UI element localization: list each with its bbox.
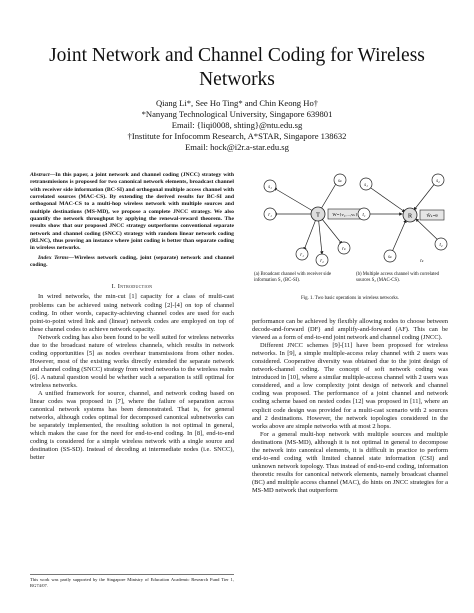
right-paragraph-1: performance can be achieved by flexibly allowing nodes to choose between decode-and-forward (DF) and amplify-and-forward (AF). This can be viewed as a form of end-to-end joint network and channel coding (JNCC).	[252, 318, 448, 342]
right-paragraph-3: For a general multi-hop network with multiple sources and multiple destinations (MS-MD), although it is not optimal in general to decompose the network into canonical elements, it is difficult in practice to perform end-to-end coding with limited channel state information (CSI) and unknown network topology. Thus instead of end-to-end coding, information theoretic results for canonical network elements, namely broadcast channel (BC) and multiple access channel (MAC), do hints on JNCC strategies for a MS-MD network that outperform	[252, 430, 448, 494]
index-terms	[30, 255, 234, 270]
author-block	[20, 98, 454, 153]
node-label: rₖ	[342, 247, 346, 252]
right-paragraph-2: Different JNCC schemes [9]-[11] have been proposed for wireless networks. In [9], a simple multiple-access relay channel with 2 users was considered. Cooperative diversity was obtained due to the joint design of network-channel coding. The concept of soft network coding was introduced in [10], where a similar multiple-access channel with 2 users was considered, and a low complexity joint design of network and channel coding was proposed. The performance of a joint channel and network coding scheme based on nested codes [12] was proposed in [11], where an explicit code design was provided for a multi-cast scenario with 2 sources and 2 destinations. However, the network topologies considered in the works above are simple networks with at most 2 hops.	[252, 342, 448, 430]
paper-title: Joint Network and Channel Coding for Wireless Networks	[49, 45, 425, 90]
bc-si-diagram	[264, 174, 362, 266]
message-box-label: W={v₁,...,vₖ}	[332, 212, 358, 217]
email-2: Email: hock@i2r.a-star.edu.sg	[185, 142, 289, 152]
mac-cs-diagram	[358, 174, 447, 264]
node-label: t₂	[439, 243, 443, 248]
node-label: r₁	[300, 253, 304, 258]
node-label: sₖ	[388, 255, 392, 260]
affiliation-1: *Nanyang Technological University, Singapore 639801	[141, 109, 333, 119]
abstract-text: —In this paper, a joint network and channel coding (JNCC) strategy with retransmissions is proposed for two canonical network elements, broadcast channel with receiver side information (BC-SI) and orthogonal multiple access channel with correlated sources (MAC-CS). By extending the derived results for BC-SI and orthogonal MAC-CS to a multi-hop wireless network with multiple sources and multiple destinations (MS-MD), we propose a complete JNCC strategy. We also quantify the network throughput by applying the renewal-reward theorem. The results show that our proposed JNCC strategy outperforms conventional separate network and channel coding (SNCC) strategy with random linear network coding (RLNC), thus proving an instance where joint coding is better than separate coding in wireless networks.	[30, 172, 234, 252]
affiliation-2: †Institute for Infocomm Research, A*STAR, Singapore 138632	[127, 131, 347, 141]
right-body	[252, 318, 448, 495]
section-heading: I. Introduction	[111, 283, 153, 291]
node-label: tₖ	[420, 259, 424, 264]
intro-paragraph-3: A unified framework for source, channel, and network coding based on linear codes was proposed in [7], where the failure of separation across canonical network systems has been demonstrated. That is, for general networks, although codes optimal for decomposed canonical subnetworks can be separately implemented, the resulting solution is not optimal in general, which makes the case for the need for end-to-end coding. In [8], end-to-end coding is considered for a simple wireless network with a single source and destination (SS-SD). Instead of decoding at intermediate nodes (i.e. SNCC), better	[30, 390, 234, 462]
node-label: sₖ	[338, 179, 342, 184]
subcaption-a: (a) Broadcast channel with receiver side information S₁ (BC-SI).	[254, 272, 332, 283]
intro-paragraph-2: Network coding has also been found to be well suited for wireless networks due to the broadcast nature of wireless channels, which results in network coding opportunities [5] as nodes overhear transmissions from other nodes. However, most of the existing works directly extended the separate network and channel coding (SNCC) strategy from wired networks to the wireless realm [6]. A natural question would be whether such a separation is still optimal for wireless networks.	[30, 333, 234, 389]
left-column	[30, 172, 234, 462]
estimate-box-label: Ŵₖ=θ	[426, 213, 438, 218]
node-label: s₂	[436, 179, 440, 184]
receiver-label: R	[407, 212, 413, 220]
author-names: Qiang Li*, See Ho Ting* and Chin Keong Ho†	[155, 98, 319, 108]
abstract-label: Abstract	[30, 172, 50, 178]
index-terms-label: Index Terms	[38, 254, 69, 261]
figure-1	[252, 172, 448, 300]
node-label: s₁	[268, 185, 272, 190]
subcaption-b: (b) Multiple access channel with correlated sources S₂ (MAC-CS).	[356, 272, 439, 283]
node-label: r₂	[320, 259, 324, 264]
figure-caption: Fig. 1. Two basic operations in wireless networks.	[301, 296, 399, 301]
index-terms-text: —Wireless network coding, joint (separate) network and channel coding.	[30, 254, 235, 269]
transmitter-label: T	[316, 211, 320, 219]
abstract	[30, 172, 234, 253]
node-label: r₁	[268, 213, 272, 218]
node-label: t₁	[362, 213, 366, 218]
right-column	[252, 172, 448, 495]
node-label: s₁	[364, 183, 368, 188]
intro-paragraph-1: In wired networks, the min-cut [1] capacity for a class of multi-cast problems can be achieved using network coding [2]-[4] on top of channel coding. In other words, capacity-achieving channel codes are used for each point-to-point wired link and (linear) network codes are employed on top of these channel codes to achieve network capacity.	[30, 293, 234, 333]
email-1: Email: {liqi0008, shting}@ntu.edu.sg	[171, 120, 303, 130]
figure-diagram	[252, 172, 448, 272]
footnote: This work was partly supported by the Singapore Ministry of Education Academic Research Fund Tier 1, RG74/07.	[30, 574, 234, 588]
